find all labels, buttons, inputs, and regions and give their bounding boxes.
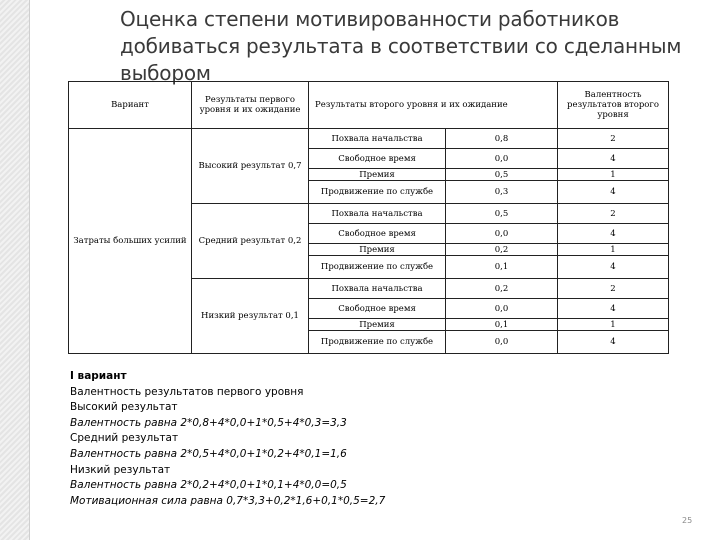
valence-cell: 4 (558, 224, 669, 244)
expectation-cell: 0,2 (446, 244, 558, 256)
title-line: добиваться результата в соответствии со сделанным (120, 34, 682, 58)
valence-cell: 1 (558, 169, 669, 181)
title-line: Оценка степени мотивированности работников (120, 7, 620, 31)
second-level-result-cell: Продвижение по службе (309, 256, 446, 279)
expectation-cell: 0,3 (446, 181, 558, 204)
calculation-line: Валентность равна 2*0,2+4*0,0+1*0,1+4*0,0=0,5 (70, 479, 347, 492)
second-level-result-cell: Премия (309, 319, 446, 331)
calculation-line: Валентность равна 2*0,5+4*0,0+1*0,2+4*0,1=1,6 (70, 447, 347, 460)
valence-cell: 4 (558, 331, 669, 354)
calculation-text (70, 369, 670, 509)
table-row (69, 129, 669, 149)
second-level-result-cell: Продвижение по службе (309, 181, 446, 204)
valence-cell: 4 (558, 256, 669, 279)
expectation-cell: 0,2 (446, 279, 558, 299)
second-level-result-cell: Свободное время (309, 299, 446, 319)
valence-cell: 2 (558, 204, 669, 224)
first-level-result-cell: Низкий результат 0,1 (192, 279, 309, 354)
calculation-line: Низкий результат (70, 463, 171, 476)
variant-heading: I вариант (70, 370, 127, 382)
calculation-line: Валентность равна 2*0,8+4*0,0+1*0,5+4*0,3=3,3 (70, 416, 347, 429)
variant-cell: Затраты больших усилий (69, 129, 192, 354)
valence-cell: 4 (558, 181, 669, 204)
valence-cell: 1 (558, 244, 669, 256)
second-level-result-cell: Свободное время (309, 149, 446, 169)
valence-cell: 2 (558, 129, 669, 149)
second-level-result-cell: Похвала начальства (309, 279, 446, 299)
valence-cell: 1 (558, 319, 669, 331)
title-line: выбором (120, 61, 211, 85)
first-level-result-cell: Средний результат 0,2 (192, 204, 309, 279)
calculation-line: Высокий результат (70, 401, 178, 414)
expectation-cell: 0,0 (446, 331, 558, 354)
second-level-result-cell: Премия (309, 169, 446, 181)
motivation-table (68, 81, 669, 354)
calculation-line: Валентность результатов первого уровня (70, 385, 304, 398)
second-level-result-cell: Свободное время (309, 224, 446, 244)
expectation-cell: 0,8 (446, 129, 558, 149)
calculation-line: Мотивационная сила равна 0,7*3,3+0,2*1,6+0,1*0,5=2,7 (70, 494, 386, 507)
calculation-line: Средний результат (70, 432, 179, 445)
first-level-result-cell: Высокий результат 0,7 (192, 129, 309, 204)
valence-cell: 4 (558, 149, 669, 169)
expectation-cell: 0,0 (446, 149, 558, 169)
expectation-cell: 0,1 (446, 319, 558, 331)
expectation-cell: 0,5 (446, 169, 558, 181)
header-variant: Вариант (69, 82, 192, 129)
expectation-cell: 0,0 (446, 299, 558, 319)
valence-cell: 2 (558, 279, 669, 299)
header-valence: Валентность результатов второго уровня (558, 82, 669, 129)
slide-title (120, 6, 700, 87)
expectation-cell: 0,0 (446, 224, 558, 244)
page-number: 25 (682, 516, 693, 525)
table-header-row (69, 82, 669, 129)
second-level-result-cell: Продвижение по службе (309, 331, 446, 354)
left-decorative-strip (0, 0, 30, 540)
second-level-result-cell: Похвала начальства (309, 129, 446, 149)
second-level-result-cell: Премия (309, 244, 446, 256)
expectation-cell: 0,1 (446, 256, 558, 279)
expectation-cell: 0,5 (446, 204, 558, 224)
header-second-level: Результаты второго уровня и их ожидание (309, 82, 558, 129)
second-level-result-cell: Похвала начальства (309, 204, 446, 224)
header-first-level: Результаты первого уровня и их ожидание (192, 82, 309, 129)
valence-cell: 4 (558, 299, 669, 319)
